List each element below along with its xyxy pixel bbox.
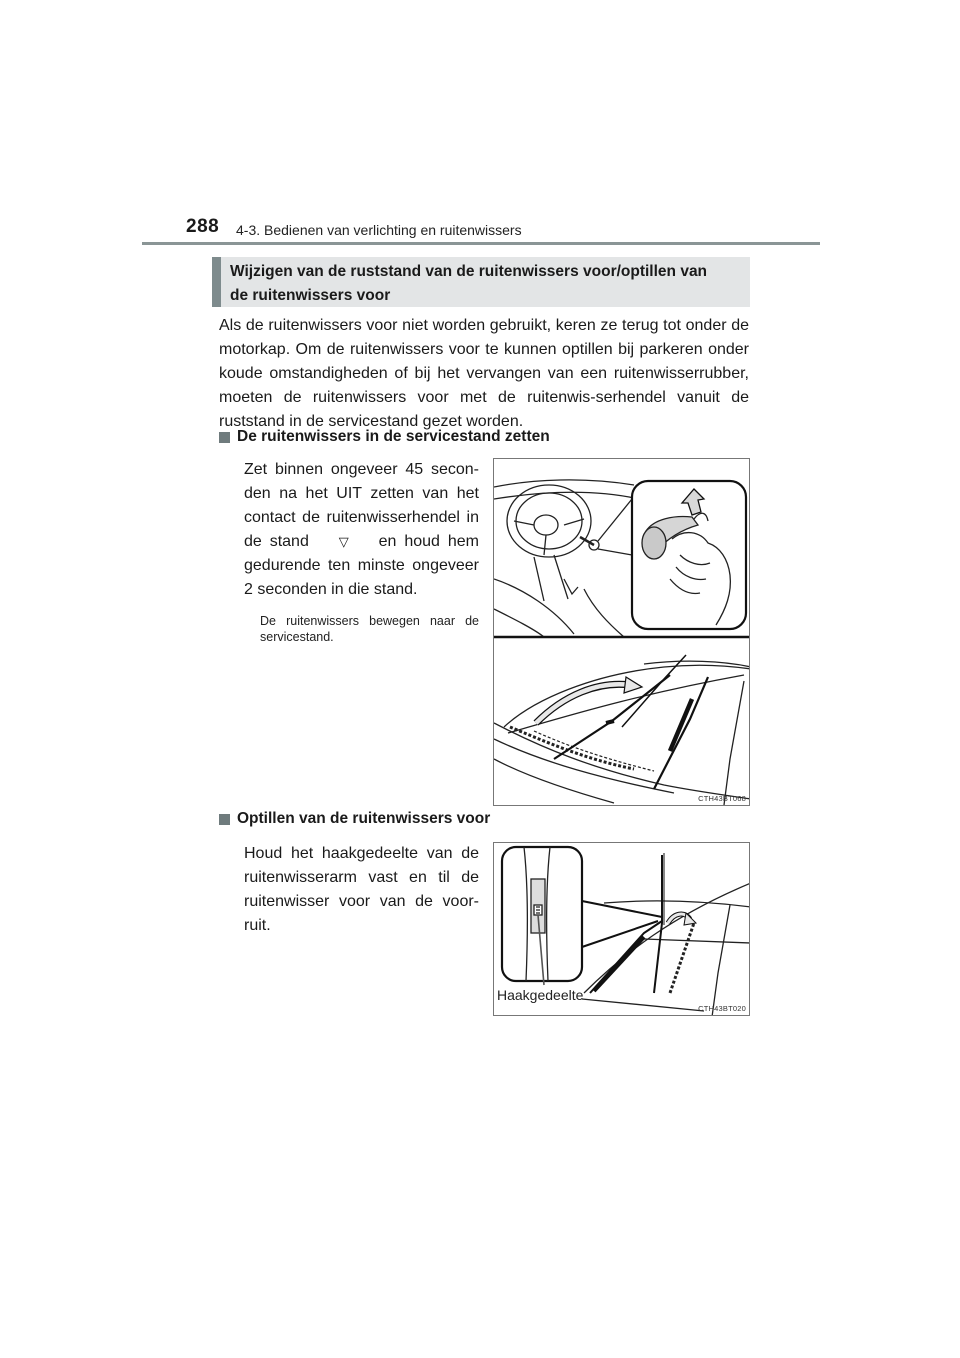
- page-number: 288: [186, 216, 220, 237]
- service-position-note: De ruitenwissers bewegen naar de servicestand.: [260, 614, 479, 644]
- square-bullet-icon: [219, 432, 230, 443]
- figure-wiper-hook: [493, 842, 750, 1016]
- hook-part-label: Haakgedeelte: [497, 987, 584, 1003]
- section-title-line-2: de ruitenwissers voor: [230, 287, 391, 304]
- wiper-mist-symbol-icon: ▽: [338, 534, 349, 549]
- section-title-line-1: Wijzigen van de ruststand van de ruitenwissers voor/optillen van: [230, 263, 708, 280]
- section-title-box: [212, 257, 750, 307]
- square-bullet-icon: [219, 814, 230, 825]
- figure-code-1: CTH43BT068: [698, 794, 746, 803]
- instruction-text-part-2: en houd hem gedurende ten minste ongeveer 2 seconden in die stand.: [244, 533, 479, 599]
- intro-paragraph: Als de ruitenwissers voor niet worden gebruikt, keren ze terug tot onder de motorkap. Om de ruitenwissers voor te kunnen optillen bij parkeren onder koude omstandigheden of bij het vervangen van een ruitenwisserrubber, moeten de ruitenwissers voor met de ruitenwis-serhendel vanuit de ruststand in de servicestand gezet worden.: [219, 317, 749, 430]
- figure-code-2: CTH43BT020: [698, 1004, 746, 1013]
- header-divider: [142, 242, 820, 245]
- chapter-title: 4-3. Bedienen van verlichting en ruitenwissers: [236, 222, 522, 238]
- wiper-service-illustration: [494, 459, 750, 806]
- lift-wipers-instructions: Houd het haakgedeelte van de ruitenwisserarm vast en til de ruitenwisser voor van de voor-ruit.: [244, 845, 479, 934]
- subheading-service-position-label: De ruitenwissers in de servicestand zetten: [237, 428, 550, 445]
- subheading-service-position: [219, 428, 550, 446]
- subheading-lift-wipers: [219, 810, 490, 828]
- instruction-text-part-1: Zet binnen ongeveer 45 secon-den na het UIT zetten van het contact de ruitenwisserhendel in de stand: [244, 461, 479, 551]
- subheading-lift-wipers-label: Optillen van de ruitenwissers voor: [237, 810, 491, 827]
- service-position-instructions: [244, 458, 479, 602]
- figure-wiper-service-position: [493, 458, 750, 806]
